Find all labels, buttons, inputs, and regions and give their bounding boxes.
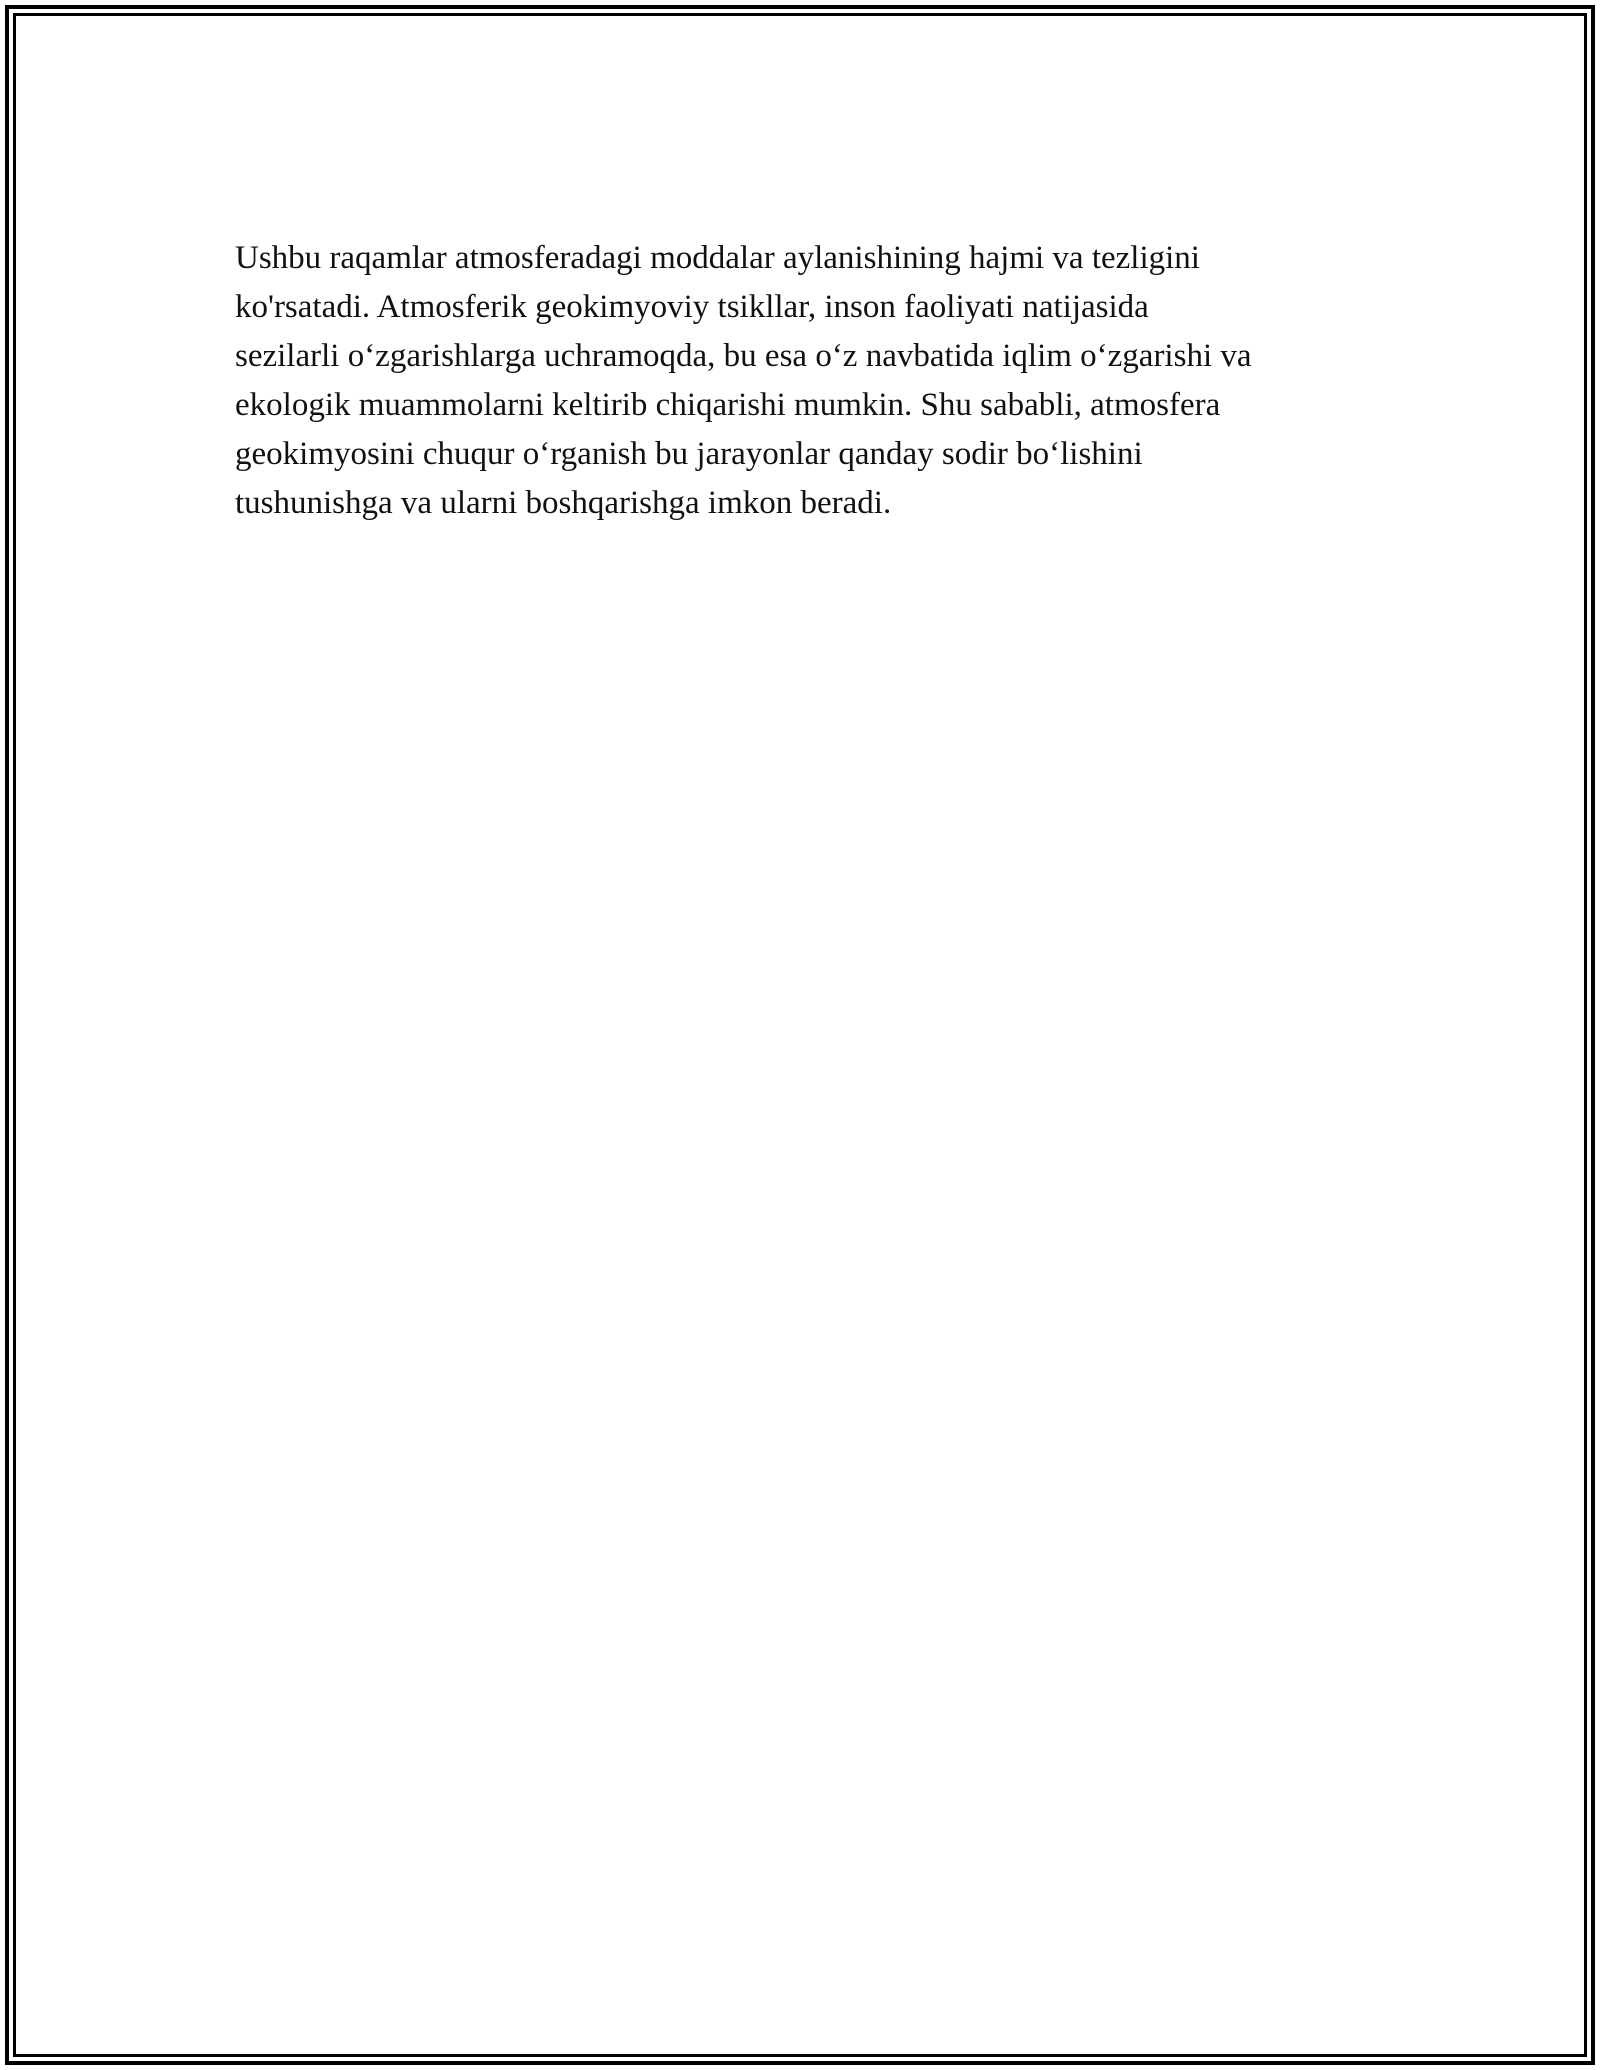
paragraph-line: Ushbu raqamlar atmosferadagi moddalar aylanishining hajmi va tezligini (235, 240, 1200, 276)
paragraph-line: geokimyosini chuqur o‘rganish bu jarayonlar qanday sodir bo‘lishini (235, 436, 1143, 472)
body-paragraph (235, 234, 1395, 528)
paragraph-line: tushunishga va ularni boshqarishga imkon beradi. (235, 485, 892, 521)
paragraph-line: ekologik muammolarni keltirib chiqarishi mumkin. Shu sababli, atmosfera (235, 387, 1221, 423)
paragraph-line: sezilarli o‘zgarishlarga uchramoqda, bu esa o‘z navbatida iqlim o‘zgarishi va (235, 338, 1252, 374)
paragraph-line: ko'rsatadi. Atmosferik geokimyoviy tsikllar, inson faoliyati natijasida (235, 289, 1149, 325)
